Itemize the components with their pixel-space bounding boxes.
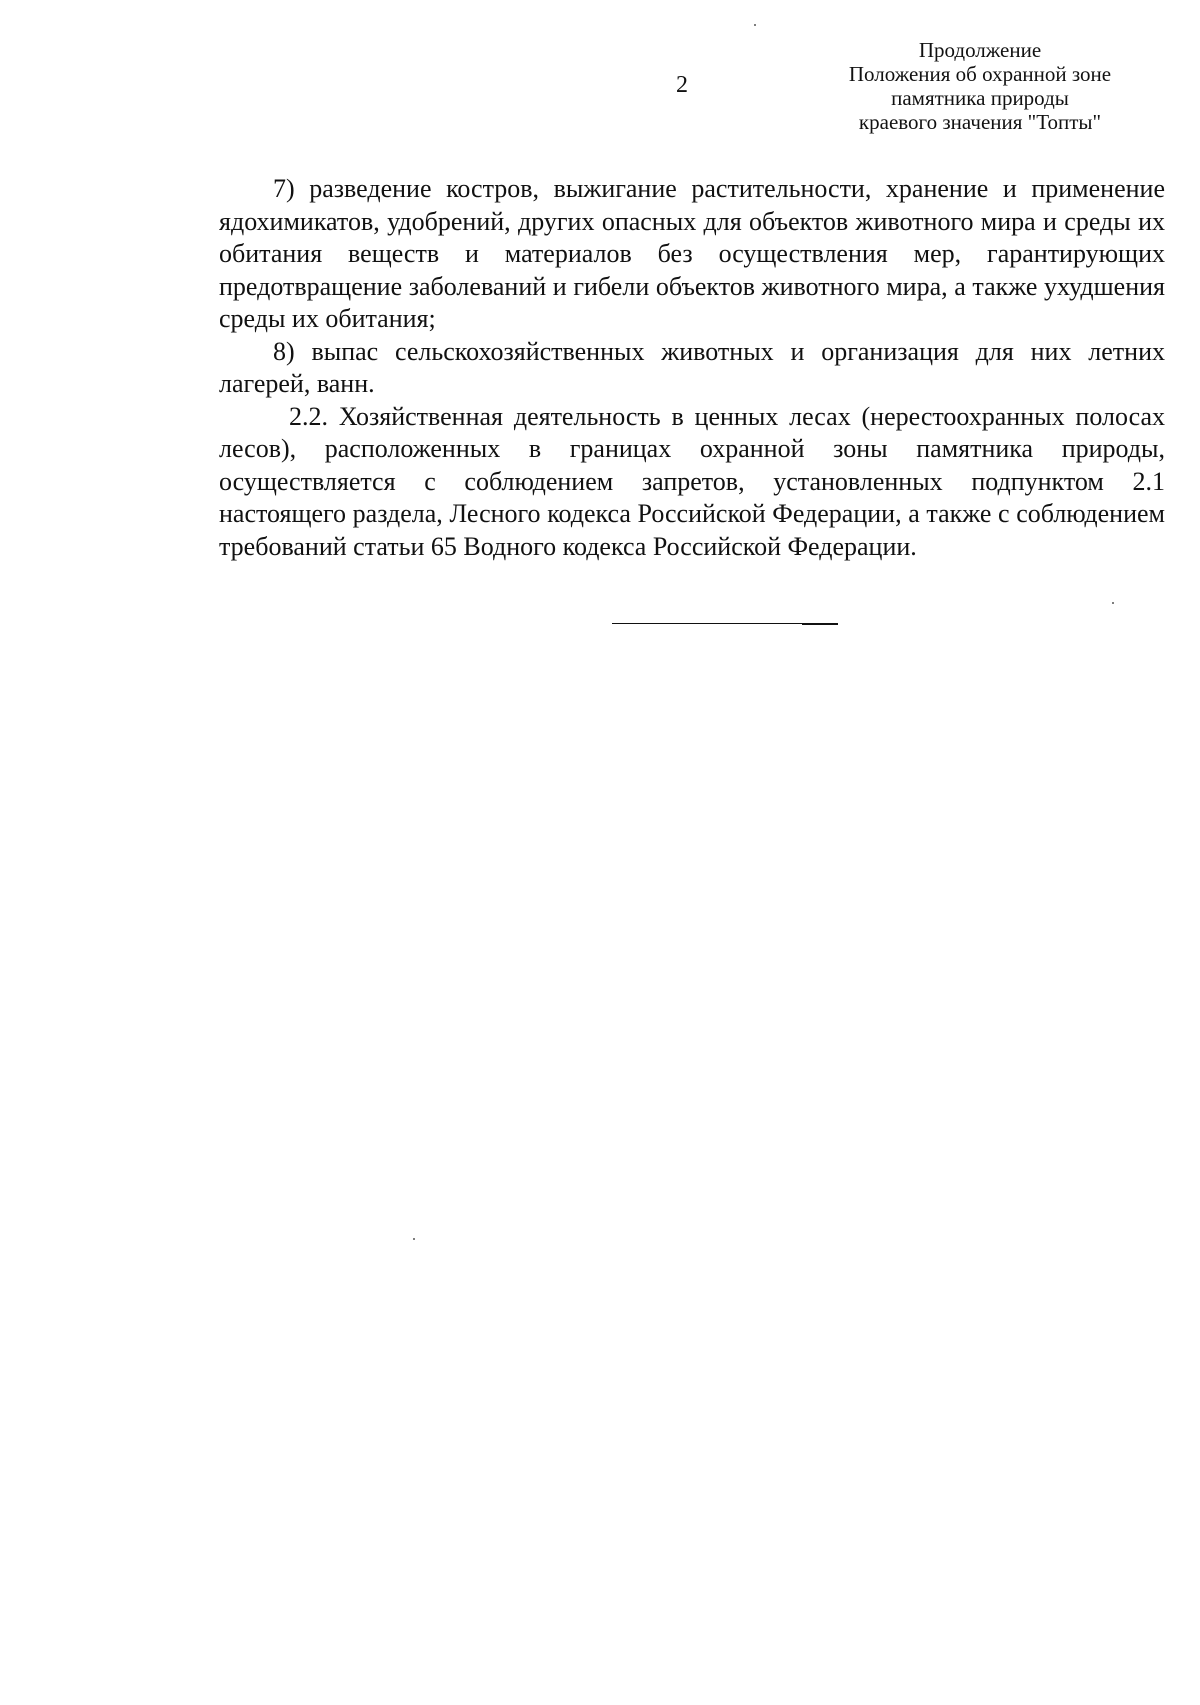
document-body — [219, 173, 1165, 563]
header-line: Положения об охранной зоне — [848, 62, 1112, 86]
closing-rule — [612, 623, 838, 624]
header-line: Продолжение — [918, 38, 1042, 62]
paragraph-section-2-2: 2.2. Хозяйственная деятельность в ценных лесах (нерестоохранных полосах лесов), расположенных в границах охранной зоны памятника природы, осуществляется с соблюдением запретов, установленных подпунктом 2.1 настоящего раздела, Лесного кодекса Российской Федерации, а также с соблюдением требований статьи 65 Водного кодекса Российской Федерации. — [219, 401, 1165, 561]
paragraph-item-8: 8) выпас сельскохозяйственных животных и организация для них летних лагерей, ванн. — [219, 336, 1165, 398]
continuation-header — [800, 38, 1160, 134]
header-line: краевого значения "Топты" — [858, 110, 1102, 134]
header-line: памятника природы — [891, 86, 1069, 110]
scan-speck — [1112, 602, 1114, 604]
scan-speck — [754, 24, 756, 26]
page-number: 2 — [676, 72, 688, 98]
paragraph-item-7: 7) разведение костров, выжигание растительности, хранение и применение ядохимикатов, удобрений, других опасных для объектов животного мира и среды их обитания веществ и материалов без осуществления мер, гарантирующих предотвращение заболеваний и гибели объектов животного мира, а также ухудшения среды их обитания; — [219, 174, 1165, 333]
scan-speck — [413, 1238, 415, 1240]
